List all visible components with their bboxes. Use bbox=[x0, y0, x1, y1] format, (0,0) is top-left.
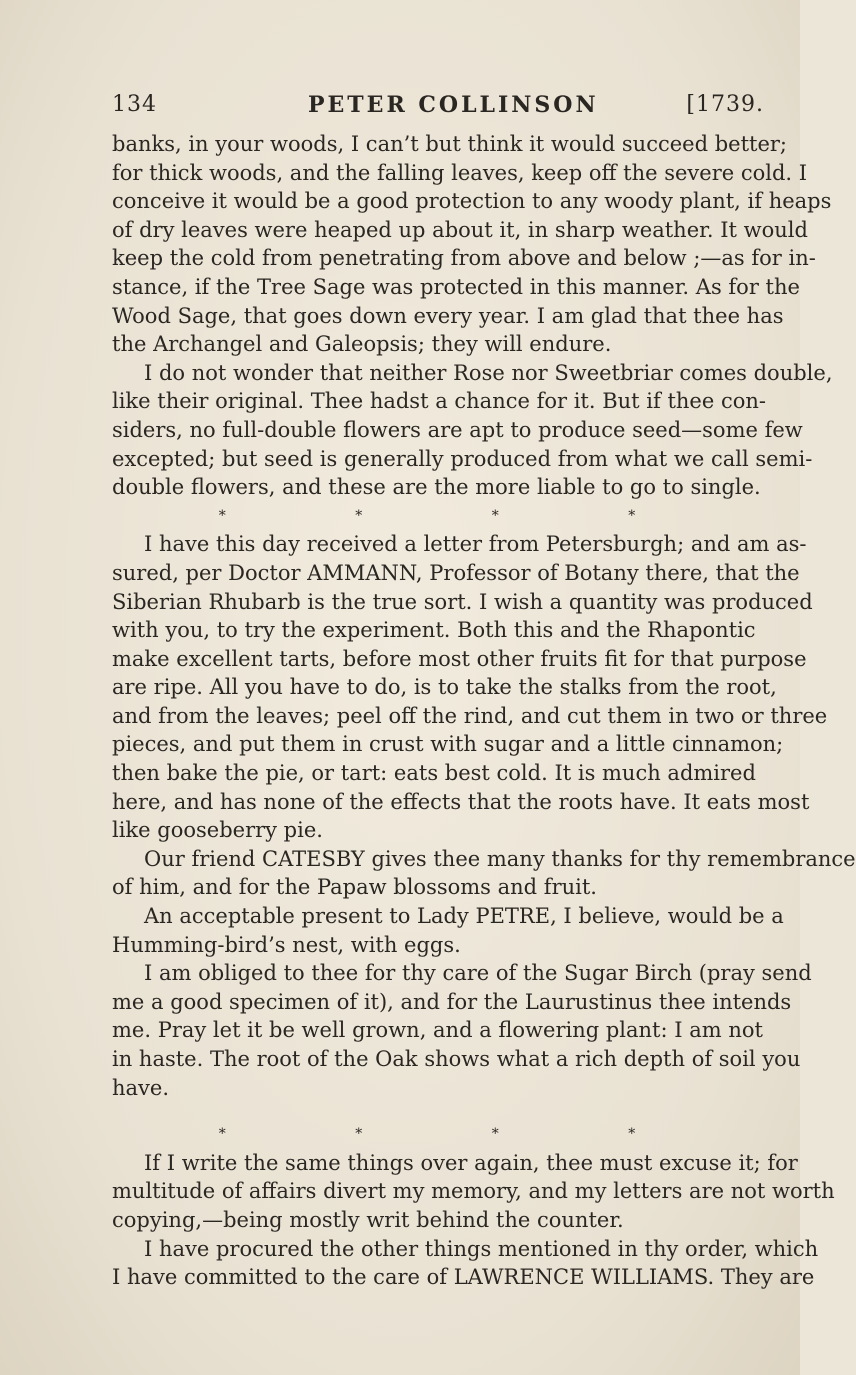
text-line: copying,—being mostly writ behind the counter. bbox=[112, 1207, 624, 1232]
text-line: for thick woods, and the falling leaves, keep off the severe cold. I bbox=[112, 160, 808, 185]
asterisk: * bbox=[491, 1126, 499, 1143]
section-break-asterisks bbox=[112, 1120, 772, 1149]
asterisk: * bbox=[628, 507, 636, 524]
text-line: have. bbox=[112, 1075, 170, 1100]
text-line: me. Pray let it be well grown, and a flowering plant: I am not bbox=[112, 1018, 763, 1043]
text-line: An acceptable present to Lady PETRE, I believe, would be a bbox=[144, 904, 784, 929]
text-line: with you, to try the experiment. Both this and the Rhapontic bbox=[112, 618, 756, 643]
text-line: double flowers, and these are the more liable to go to single. bbox=[112, 475, 761, 500]
running-header bbox=[112, 86, 764, 126]
section-break-asterisks bbox=[112, 502, 772, 531]
text-line: banks, in your woods, I can’t but think it would succeed better; bbox=[112, 132, 787, 156]
text-line: here, and has none of the effects that the roots have. It eats most bbox=[112, 789, 810, 814]
text-line: I do not wonder that neither Rose nor Sweetbriar comes double, bbox=[144, 360, 833, 385]
text-line: stance, if the Tree Sage was protected in this manner. As for the bbox=[112, 274, 800, 299]
text-line: like gooseberry pie. bbox=[112, 818, 323, 843]
text-line: I have committed to the care of LAWRENCE WILLIAMS. They are bbox=[112, 1265, 815, 1290]
paragraph-gap bbox=[112, 1102, 772, 1120]
text-line: conceive it would be a good protection to any woody plant, if heaps bbox=[112, 189, 832, 214]
text-line: the Archangel and Galeopsis; they will endure. bbox=[112, 332, 612, 357]
header-year: [1739. bbox=[686, 92, 764, 117]
text-line: Siberian Rhubarb is the true sort. I wish a quantity was produced bbox=[112, 589, 813, 614]
asterisk: * bbox=[355, 1126, 363, 1143]
text-line: of dry leaves were heaped up about it, in sharp weather. It would bbox=[112, 217, 808, 242]
asterisk: * bbox=[218, 507, 226, 524]
text-line: in haste. The root of the Oak shows what a rich depth of soil you bbox=[112, 1047, 801, 1071]
text-line: excepted; but seed is generally produced from what we call semi- bbox=[112, 446, 813, 471]
text-line: like their original. Thee hadst a chance for it. But if thee con- bbox=[112, 389, 766, 414]
page-number: 134 bbox=[112, 92, 157, 117]
text-line: then bake the pie, or tart: eats best cold. It is much admired bbox=[112, 761, 756, 786]
text-line: I am obliged to thee for thy care of the Sugar Birch (pray send bbox=[144, 961, 812, 986]
text-line: keep the cold from penetrating from above and below ;—as for in- bbox=[112, 246, 816, 271]
text-line: pieces, and put them in crust with sugar and a little cinnamon; bbox=[112, 732, 784, 757]
text-line: I have this day received a letter from Petersburgh; and am as- bbox=[144, 532, 807, 557]
asterisk: * bbox=[628, 1126, 636, 1143]
text-line: Wood Sage, that goes down every year. I am glad that thee has bbox=[112, 303, 784, 328]
text-line: sured, per Doctor AMMANN, Professor of Botany there, that the bbox=[112, 560, 800, 585]
text-line: I have procured the other things mentioned in thy order, which bbox=[144, 1236, 819, 1261]
asterisk: * bbox=[218, 1126, 226, 1143]
text-line: multitude of affairs divert my memory, and my letters are not worth bbox=[112, 1179, 835, 1204]
text-line: Our friend CATESBY gives thee many thanks for thy remembrance bbox=[144, 846, 856, 871]
text-line: If I write the same things over again, thee must excuse it; for bbox=[144, 1150, 798, 1175]
asterisk: * bbox=[491, 507, 499, 524]
text-line: of him, and for the Papaw blossoms and fruit. bbox=[112, 875, 597, 900]
text-line: make excellent tarts, before most other fruits fit for that purpose bbox=[112, 646, 807, 671]
text-line: siders, no full-double flowers are apt to produce seed—some few bbox=[112, 417, 803, 442]
text-line: Humming-bird’s nest, with eggs. bbox=[112, 932, 461, 957]
text-line: and from the leaves; peel off the rind, and cut them in two or three bbox=[112, 703, 828, 728]
body-text bbox=[112, 130, 856, 1292]
asterisk: * bbox=[355, 507, 363, 524]
text-line: are ripe. All you have to do, is to take the stalks from the root, bbox=[112, 675, 777, 700]
running-title: PETER COLLINSON bbox=[308, 92, 599, 118]
text-line: me a good specimen of it), and for the Laurustinus thee intends bbox=[112, 989, 792, 1014]
